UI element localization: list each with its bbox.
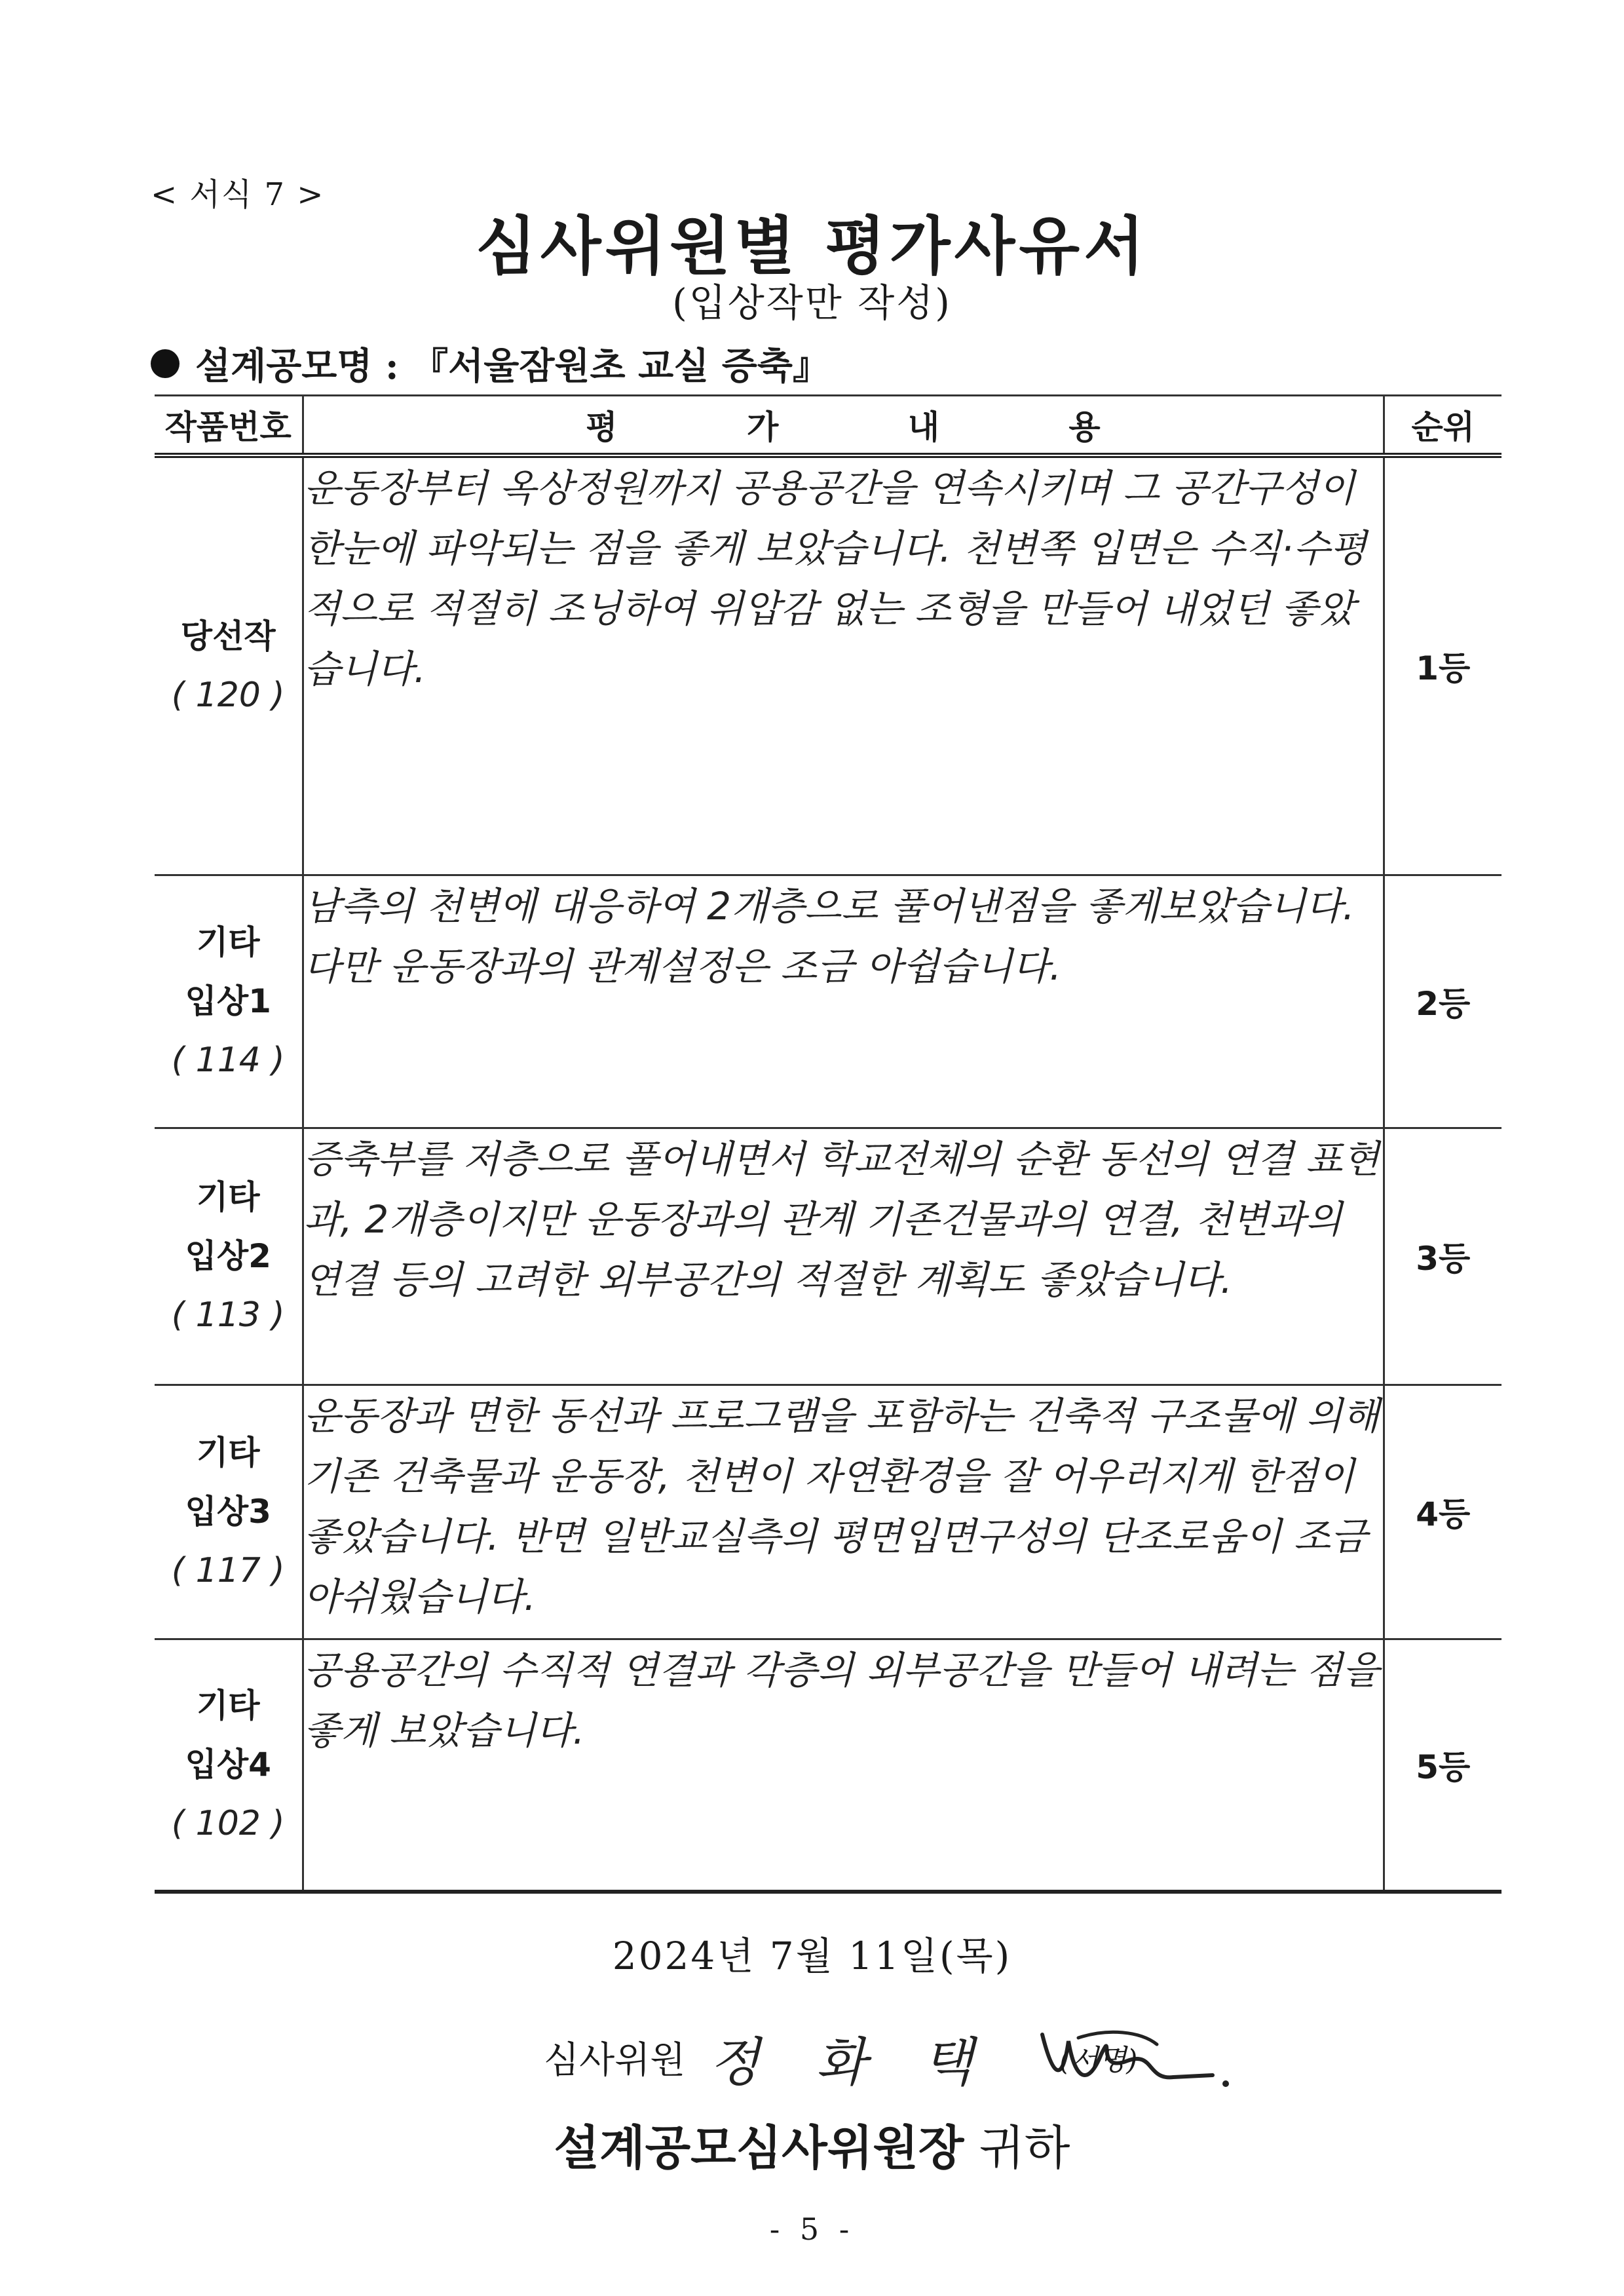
entry-number: ( 117 ) [171, 1551, 285, 1590]
entry-subcategory: 입상1 [185, 982, 271, 1020]
signature-note: (서명) [1059, 2044, 1138, 2077]
entry-subcategory: 입상2 [185, 1237, 271, 1275]
entry-cell [155, 1385, 303, 1639]
table-row [155, 1128, 1501, 1385]
entry-cell [155, 455, 303, 875]
entry-number: ( 113 ) [171, 1295, 285, 1335]
entry-subcategory: 입상4 [185, 1746, 271, 1784]
entry-subcategory: 입상3 [185, 1493, 271, 1531]
evaluation-text: 운동장부터 옥상정원까지 공용공간을 연속시키며 그 공간구성이 한눈에 파악되는 점을 좋게 보았습니다. 천변쪽 입면은 수직·수평적으로 적절히 조닝하여 위압감 없는 조형을 만들어 내었던 좋았습니다. [303, 455, 1384, 875]
entry-category: 기타 [196, 1687, 260, 1725]
entry-category: 기타 [196, 923, 260, 961]
entry-category: 기타 [196, 1178, 260, 1216]
rank-cell: 1등 [1384, 455, 1501, 875]
column-header-rank: 순위 [1384, 396, 1501, 456]
evaluation-text: 운동장과 면한 동선과 프로그램을 포함하는 건축적 구조물에 의해 기존 건축물과 운동장, 천변이 자연환경을 잘 어우러지게 한점이 좋았습니다. 반면 일반교실측의 평면입면구성의 단조로움이 조금 아쉬웠습니다. [303, 1385, 1384, 1639]
entry-category: 당선작 [180, 617, 276, 656]
addressee [0, 2110, 1624, 2178]
evaluation-text: 공용공간의 수직적 연결과 각층의 외부공간을 만들어 내려는 점을 좋게 보았습니다. [303, 1639, 1384, 1892]
competition-name [151, 337, 829, 390]
addressee-suffix: 귀하 [979, 2120, 1070, 2175]
entry-cell [155, 1639, 303, 1892]
page-number: - 5 - [769, 2211, 855, 2247]
entry-number: ( 114 ) [171, 1041, 285, 1080]
bullet-icon [151, 349, 179, 378]
entry-number: ( 102 ) [171, 1804, 285, 1844]
table-row [155, 455, 1501, 875]
rank-cell: 4등 [1384, 1385, 1501, 1639]
signer-name: 정 화 택 [709, 2031, 993, 2093]
form-label: < 서식 7 > [151, 176, 325, 213]
evaluation-text: 증축부를 저층으로 풀어내면서 학교전체의 순환 동선의 연결 표현과, 2개층이지만 운동장과의 관계 기존건물과의 연결, 천변과의 연결 등의 고려한 외부공간의 적절한 계획도 좋았습니다. [303, 1128, 1384, 1385]
page-subtitle: (입상작만 작성) [672, 280, 952, 325]
document-date: 2024년 7월 11일(목) [612, 1934, 1012, 1978]
evaluation-table [155, 394, 1501, 1894]
rank-cell: 5등 [1384, 1639, 1501, 1892]
page-title: 심사위원별 평가사유서 [476, 209, 1148, 283]
signer-label: 심사위원 [544, 2039, 686, 2082]
rank-cell: 3등 [1384, 1128, 1501, 1385]
entry-cell [155, 1128, 303, 1385]
entry-number: ( 120 ) [171, 676, 285, 716]
table-header-row [155, 396, 1501, 456]
column-header-number: 작품번호 [155, 396, 303, 456]
signature-line [544, 2015, 1137, 2100]
rank-cell: 2등 [1384, 875, 1501, 1128]
column-header-contents: 평 가 내 용 [303, 396, 1384, 456]
competition-label: 설계공모명 : 『서울잠원초 교실 증축』 [195, 345, 830, 388]
table-row [155, 1385, 1501, 1639]
entry-category: 기타 [196, 1434, 260, 1472]
entry-cell [155, 875, 303, 1128]
table-row [155, 875, 1501, 1128]
table-row [155, 1639, 1501, 1892]
evaluation-text: 남측의 천변에 대응하여 2개층으로 풀어낸점을 좋게보았습니다. 다만 운동장과의 관계설정은 조금 아쉽습니다. [303, 875, 1384, 1128]
addressee-title: 설계공모심사위원장 [554, 2120, 964, 2175]
